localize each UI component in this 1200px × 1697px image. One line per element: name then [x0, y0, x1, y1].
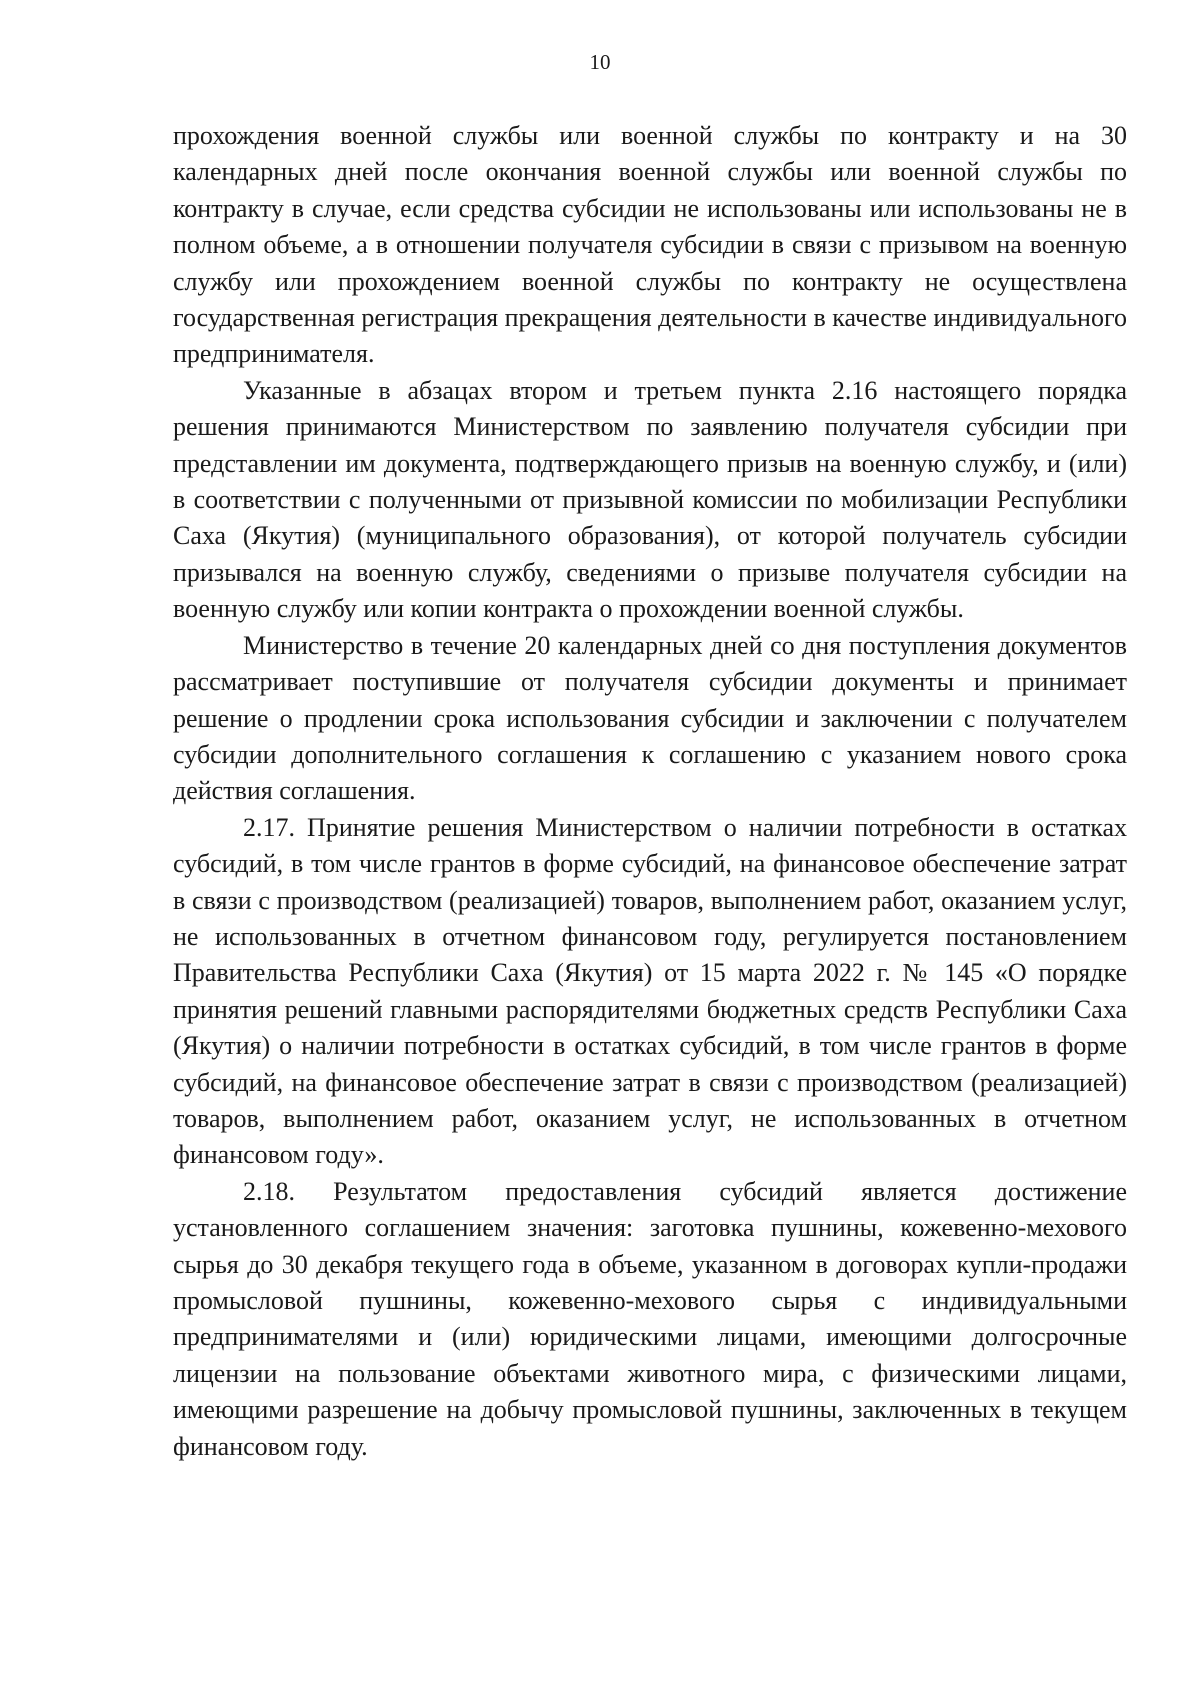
paragraph-ministry-review: Министерство в течение 20 календарных дней со дня поступления документов рассматривает поступившие от получателя субсидии документы и принимает решение о продлении срока использования субсидии и заключении с получателем субсидии дополнительного соглашения к соглашению с указанием нового срока действия соглашения.: [173, 630, 1127, 806]
document-body: [173, 118, 1127, 1465]
paragraph-2-18: 2.18. Результатом предоставления субсидий является достижение установленного соглашением значения: заготовка пушнины, кожевенно-мехового сырья до 30 декабря текущего года в объеме, указанном в договорах купли-продажи промысловой пушнины, кожевенно-мехового сырья с индивидуальными предпринимателями и (или) юридическими лицами, имеющими долгосрочные лицензии на пользование объектами животного мира, с физическими лицами, имеющими разрешение на добычу промысловой пушнины, заключенных в текущем финансовом году.: [173, 1176, 1127, 1461]
paragraph-2-17: 2.17. Принятие решения Министерством о наличии потребности в остатках субсидий, в том числе грантов в форме субсидий, на финансовое обеспечение затрат в связи с производством (реализацией) товаров, выполнением работ, оказанием услуг, не использованных в отчетном финансовом году, регулируется постановлением Правительства Республики Саха (Якутия) от 15 марта 2022 г. № 145 «О порядке принятия решений главными распорядителями бюджетных средств Республики Саха (Якутия) о наличии потребности в остатках субсидий, в том числе грантов в форме субсидий, на финансовое обеспечение затрат в связи с производством (реализацией) товаров, выполнением работ, оказанием услуг, не использованных в отчетном финансовом году».: [173, 812, 1127, 1170]
paragraph-continuation: прохождения военной службы или военной службы по контракту и на 30 календарных дней после окончания военной службы или военной службы по контракту в случае, если средства субсидии не использованы или использованы не в полном объеме, а в отношении получателя субсидии в связи с призывом на военную службу или прохождением военной службы по контракту не осуществлена государственная регистрация прекращения деятельности в качестве индивидуального предпринимателя.: [173, 121, 1127, 369]
paragraph-decision-conditions: Указанные в абзацах втором и третьем пункта 2.16 настоящего порядка решения принимаются Министерством по заявлению получателя субсидии при представлении им документа, подтверждающего призыв на военную службу, и (или) в соответствии с полученными от призывной комиссии по мобилизации Республики Саха (Якутия) (муниципального образования), от которой получатель субсидии призывался на военную службу, сведениями о призыве получателя субсидии на военную службу или копии контракта о прохождении военной службы.: [173, 375, 1127, 624]
page-number: 10: [589, 50, 611, 74]
